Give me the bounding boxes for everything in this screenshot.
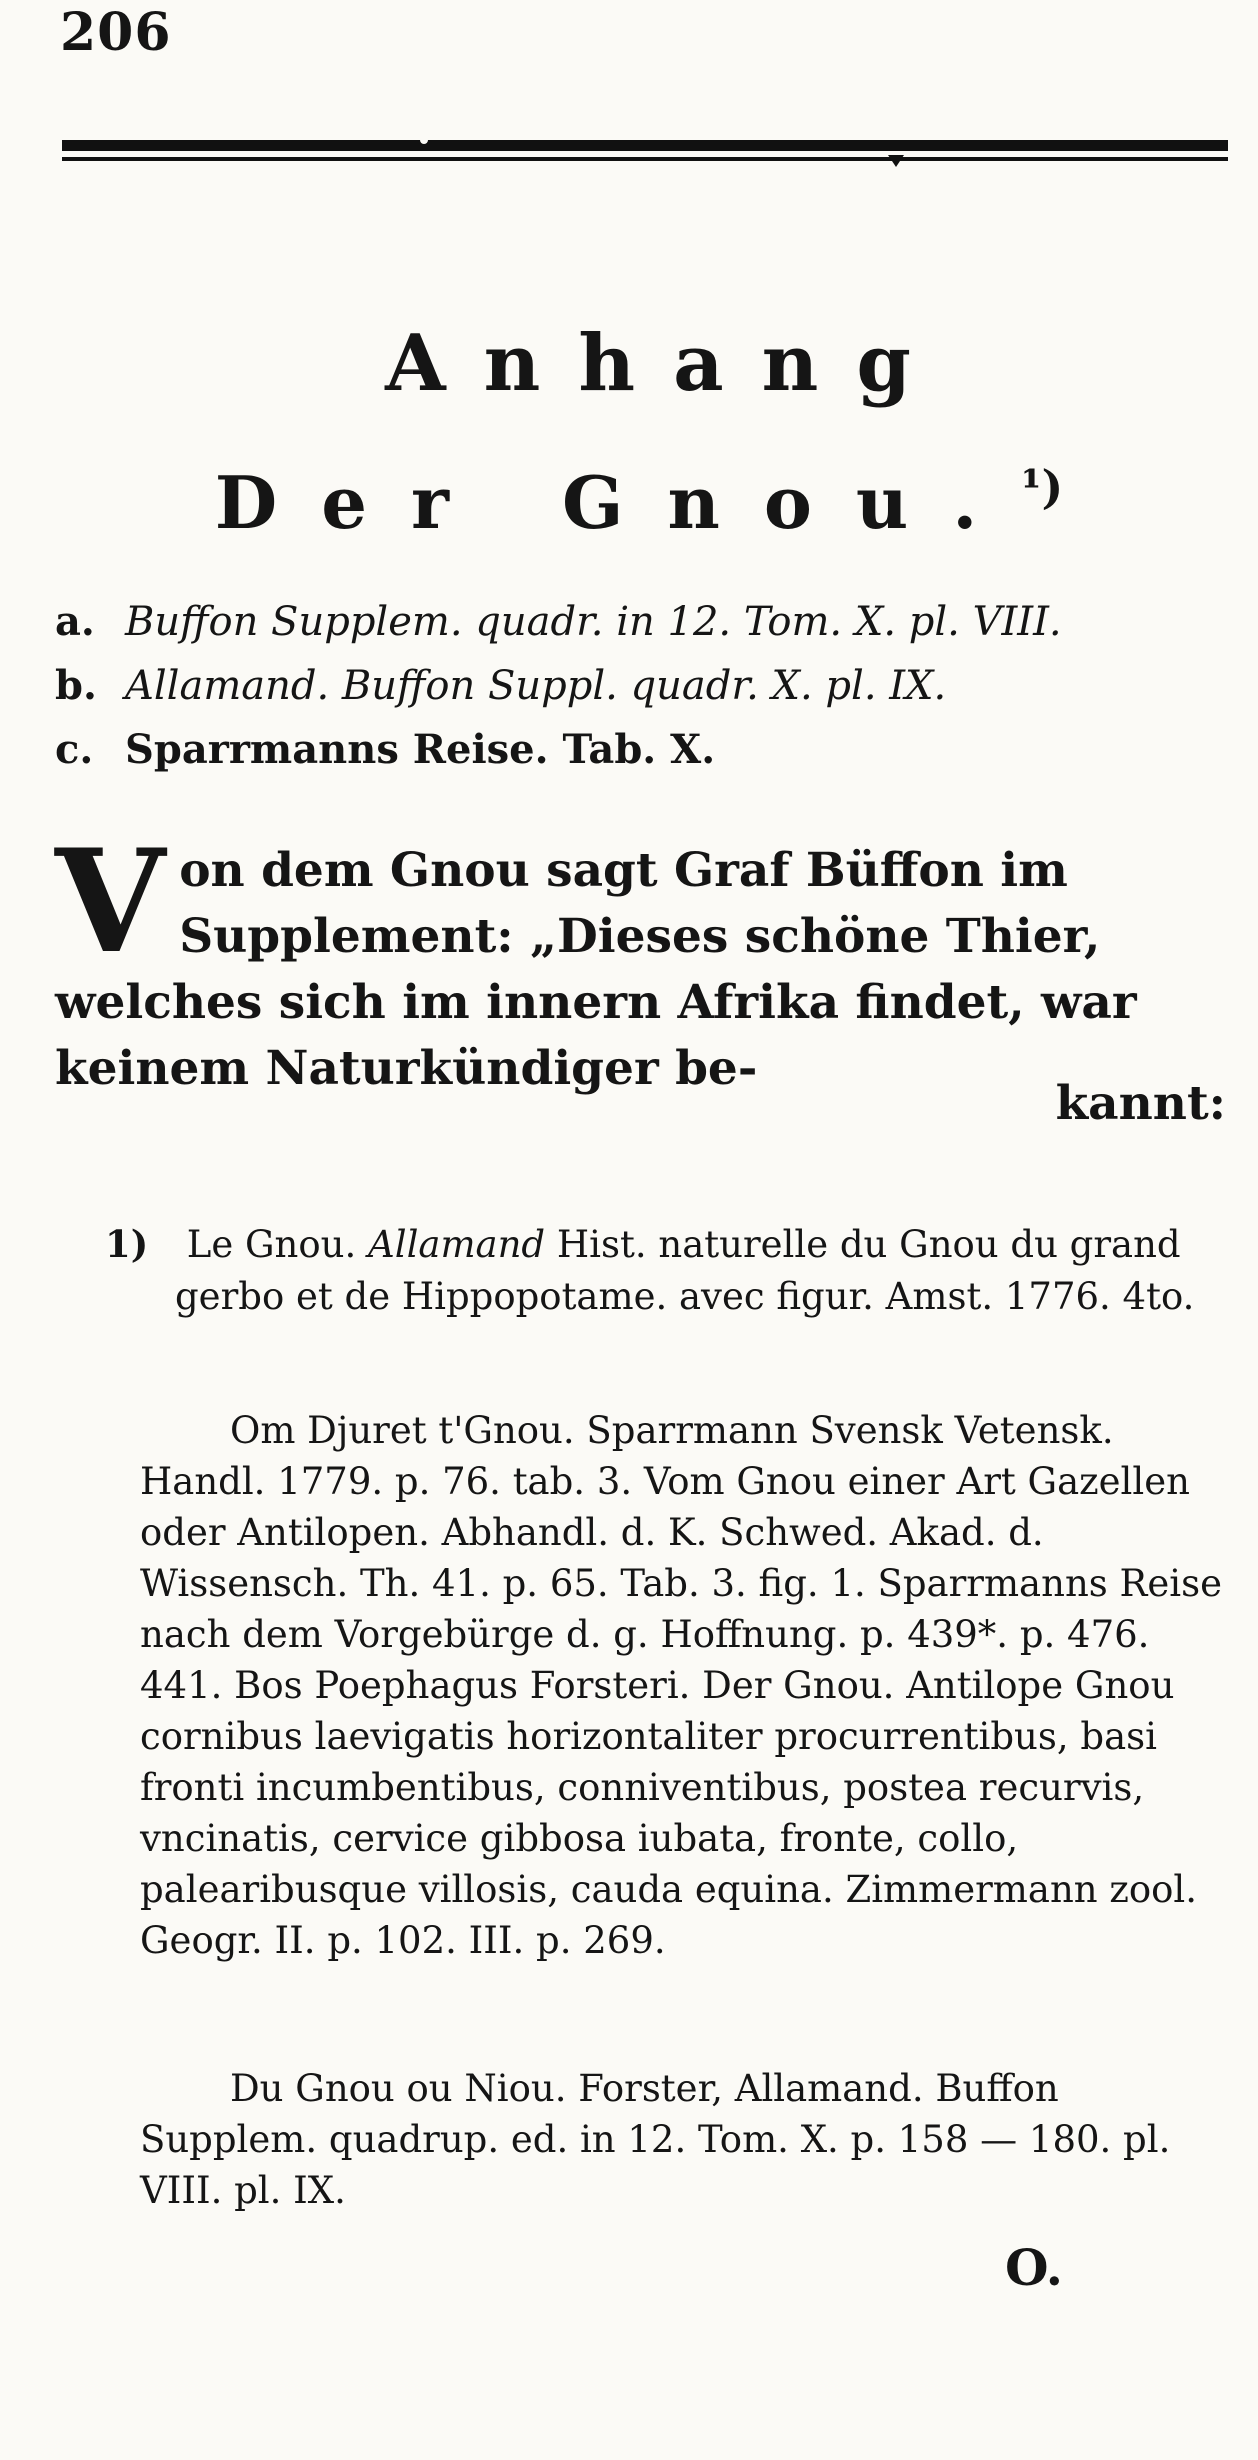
reference-text: Sparrmanns Reise. Tab. X. [125, 726, 716, 773]
reference-item [55, 718, 1205, 782]
subtitle-footnote-mark: ¹) [1021, 460, 1064, 514]
footnote-block [105, 1218, 1225, 1323]
subtitle-text: Der Gnou. [214, 460, 1022, 545]
body-last-word: kannt: [1055, 1076, 1226, 1131]
chapter-subtitle [0, 460, 1258, 545]
reference-letter: b. [55, 662, 97, 709]
citation-paragraph-2: Du Gnou ou Niou. Forster, Allamand. Buffon Supplem. quadrup. ed. in 12. Tom. X. p. 158 — 180. pl. VIII. pl. IX. [140, 2067, 1171, 2212]
reference-text: Allamand. Buffon Suppl. quadr. X. pl. IX. [125, 663, 947, 709]
reference-letter: a. [55, 598, 95, 645]
chapter-title: Anhang [385, 318, 949, 409]
footnote-text-a: Le Gnou. [186, 1223, 357, 1266]
footnote-author: Allamand [368, 1223, 546, 1266]
reference-item [55, 654, 1205, 718]
header-rule-ornament [420, 136, 428, 144]
footnote-text-b: Hist. naturelle du Gnou du grand gerbo et de Hippopotame. avec figur. Amst. 1776. 4to. [175, 1223, 1195, 1318]
reference-letter: c. [55, 726, 94, 773]
drop-cap: V [55, 819, 166, 985]
body-paragraph [55, 819, 1230, 1102]
footnote-marker: 1) [105, 1222, 149, 1266]
footnote [105, 1218, 1225, 1323]
body-text: on dem Gnou sagt Graf Büffon im Supplement: „Dieses schöne Thier, welches sich im innern Afrika findet, war keinem Naturkündiger be- [55, 843, 1137, 1096]
header-rule-drop [888, 155, 904, 167]
header-rule-thin [62, 157, 1228, 161]
page-number: 206 [60, 2, 172, 63]
reference-list [55, 590, 1205, 782]
reference-item [55, 590, 1205, 654]
reference-text: Buffon Supplem. quadr. in 12. Tom. X. pl. VIII. [125, 599, 1062, 645]
citation-paragraph-1: Om Djuret t'Gnou. Sparrmann Svensk Vetensk. Handl. 1779. p. 76. tab. 3. Vom Gnou einer Art Gazellen oder Antilopen. Abhandl. d. K. Schwed. Akad. d. Wissensch. Th. 41. p. 65. Tab. 3. fig. 1. Sparrmanns Reise nach dem Vorgebürge d. g. Hoffnung. p. 439*. p. 476. 441. Bos Poephagus Forsteri. Der Gnou. Antilope Gnou cornibus laevigatis horizontaliter procurrentibus, basi fronti incumbentibus, conniventibus, postea recurvis, vncinatis, cervice gibbosa iubata, fronte, collo, palearibusque villosis, cauda equina. Zimmermann zool. Geogr. II. p. 102. III. p. 269. [140, 1409, 1222, 1962]
catchword: O. [1004, 2238, 1063, 2297]
header-rule-thick [62, 140, 1228, 151]
